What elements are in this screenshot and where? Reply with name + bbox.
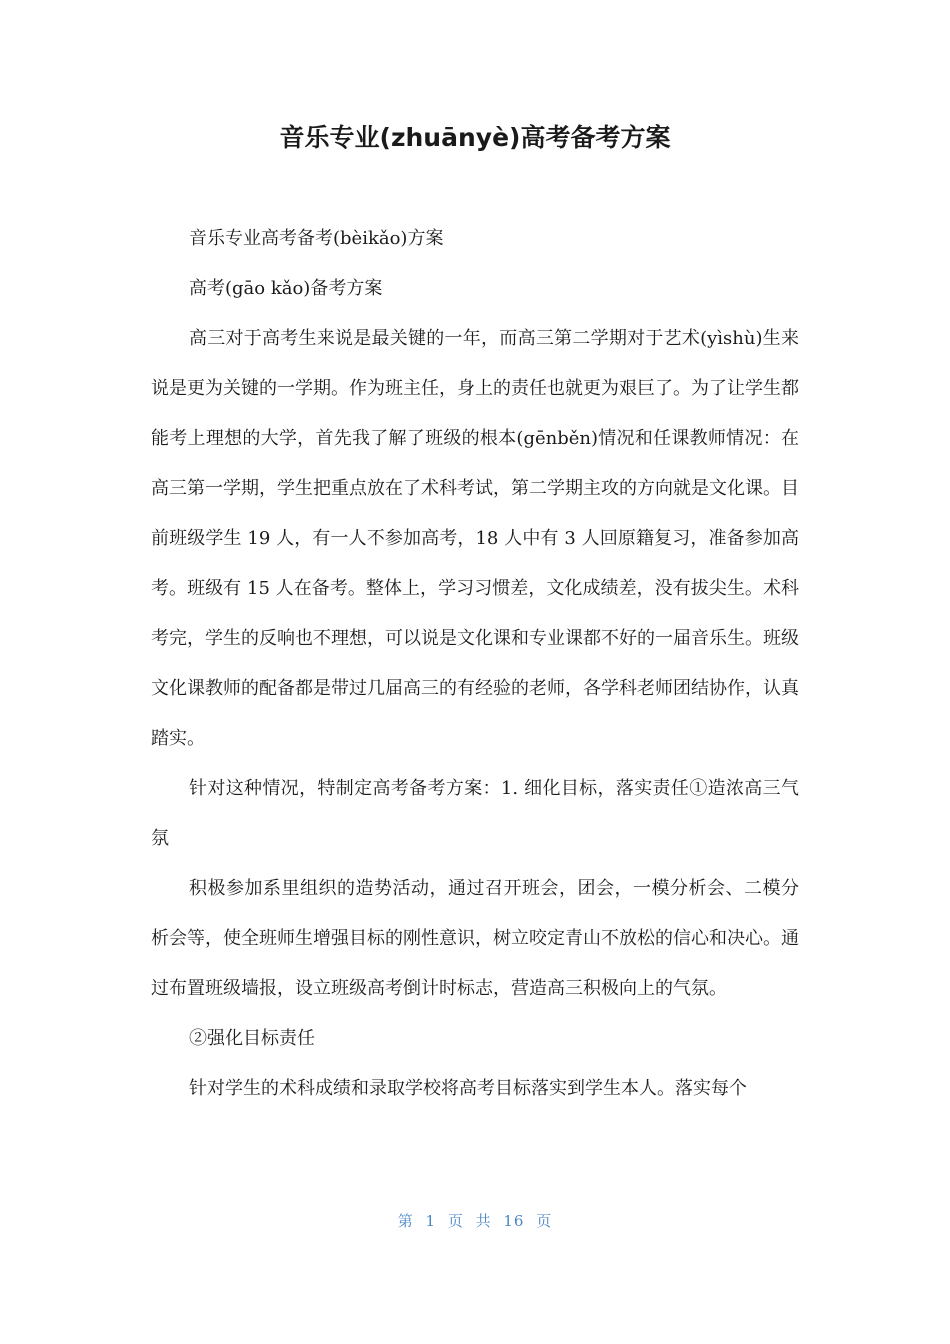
paragraph-activities: 积极参加系里组织的造势活动，通过召开班会，团会，一模分析会、二模分析会等，使全班师生增强目标的刚性意识，树立咬定青山不放松的信心和决心。通过布置班级墙报，设立班级高考倒计时标志，营造高三积极向上的气氛。	[151, 878, 799, 999]
paragraph-heading: 高考(gāo kǎo)备考方案	[189, 278, 383, 299]
paragraph-plan-intro: 针对这种情况，特制定高考备考方案：1. 细化目标，落实责任①造浓高三气氛	[151, 778, 799, 849]
paragraph-goal-detail: 针对学生的术科成绩和录取学校将高考目标落实到学生本人。落实每个	[189, 1078, 747, 1099]
document-title: 音乐专业(zhuānyè)高考备考方案	[279, 123, 671, 152]
paragraph-situation: 高三对于高考生来说是最关键的一年，而高三第二学期对于艺术(yìshù)生来说是更为关键的一学期。作为班主任，身上的责任也就更为艰巨了。为了让学生都能考上理想的大学，首先我了解了班级的根本(gēnběn)情况和任课教师情况：在高三第一学期，学生把重点放在了术科考试，第二学期主攻的方向就是文化课。目前班级学生 19 人，有一人不参加高考，18 人中有 3 人回原籍复习，准备参加高考。班级有 15 人在备考。整体上，学习习惯差，文化成绩差，没有拔尖生。术科考完，学生的反响也不理想，可以说是文化课和专业课都不好的一届音乐生。班级文化课教师的配备都是带过几届高三的有经验的老师，各学科老师团结协作，认真踏实。	[151, 328, 799, 749]
page-footer: 第 1 页 共 16 页	[397, 1212, 553, 1230]
document-body	[151, 214, 799, 1114]
paragraph-subtitle: 音乐专业高考备考(bèikǎo)方案	[189, 228, 444, 249]
paragraph-goal-heading: ②强化目标责任	[189, 1028, 315, 1049]
